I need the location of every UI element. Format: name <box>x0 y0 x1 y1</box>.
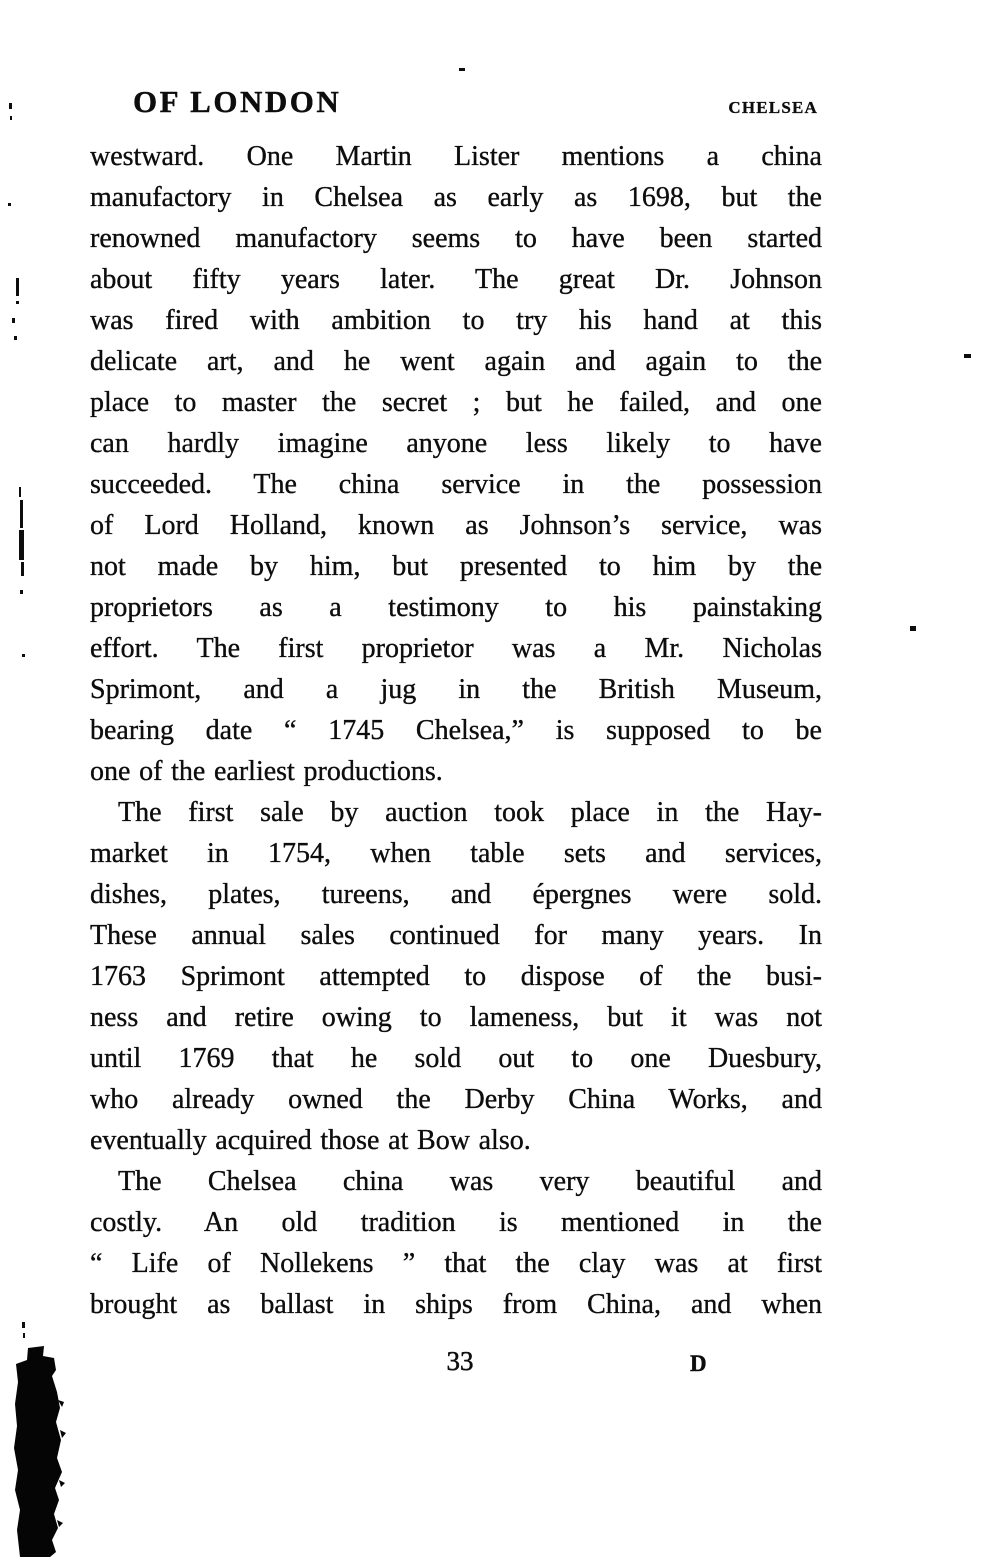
text-line: costly. An old tradition is mentioned in the <box>90 1207 822 1238</box>
text-line: The Chelsea china was very beautiful and <box>118 1166 822 1197</box>
ink-speck <box>459 68 465 71</box>
text-line: manufactory in Chelsea as early as 1698, but the <box>90 182 822 213</box>
page-number: 33 <box>446 1346 474 1376</box>
text-line: Sprimont, and a jug in the British Museum, <box>90 674 822 705</box>
text-line: delicate art, and he went again and again to the <box>90 346 822 377</box>
ink-speck <box>12 318 15 323</box>
ink-speck <box>19 487 21 497</box>
text-line: market in 1754, when table sets and services, <box>90 838 822 869</box>
text-line: about fifty years later. The great Dr. Johnson <box>90 264 822 295</box>
text-line: dishes, plates, tureens, and épergnes were sold. <box>90 879 822 910</box>
text-line: can hardly imagine anyone less likely to have <box>90 428 822 459</box>
running-head: CHELSEA <box>728 98 818 117</box>
text-block <box>90 136 822 1325</box>
ink-speck <box>22 654 25 657</box>
text-line: succeeded. The china service in the possession <box>90 469 822 500</box>
ink-speck <box>20 590 23 594</box>
ink-speck <box>9 103 12 109</box>
text-line: place to master the secret ; but he failed, and one <box>90 387 822 418</box>
text-line: one of the earliest productions. <box>90 756 443 787</box>
ink-speck <box>16 278 19 296</box>
text-line: was fired with ambition to try his hand at this <box>90 305 822 336</box>
ink-speck <box>14 336 17 340</box>
ink-speck <box>910 626 916 631</box>
text-line: ness and retire owing to lameness, but it was not <box>90 1002 822 1033</box>
text-line: of Lord Holland, known as Johnson’s service, was <box>90 510 822 541</box>
text-line: not made by him, but presented to him by the <box>90 551 822 582</box>
text-line: proprietors as a testimony to his painstaking <box>90 592 822 623</box>
text-line: eventually acquired those at Bow also. <box>90 1125 531 1156</box>
ink-speck <box>964 354 971 358</box>
text-line: until 1769 that he sold out to one Duesbury, <box>90 1043 822 1074</box>
text-line: bearing date “ 1745 Chelsea,” is supposed to be <box>90 715 822 746</box>
ink-speck <box>10 116 12 120</box>
ink-speck <box>8 203 11 206</box>
ink-speck <box>19 530 24 560</box>
text-line: renowned manufactory seems to have been started <box>90 223 822 254</box>
text-line: “ Life of Nollekens ” that the clay was at first <box>90 1248 822 1279</box>
text-line: brought as ballast in ships from China, and when <box>90 1289 822 1320</box>
text-line: westward. One Martin Lister mentions a china <box>90 141 822 172</box>
ink-smudge <box>0 1330 90 1568</box>
signature-mark: D <box>690 1351 707 1376</box>
page-title: OF LONDON <box>133 84 342 119</box>
text-line: 1763 Sprimont attempted to dispose of the busi- <box>90 961 822 992</box>
text-line: effort. The first proprietor was a Mr. Nicholas <box>90 633 822 664</box>
ink-speck <box>22 1322 25 1328</box>
text-line: who already owned the Derby China Works, and <box>90 1084 822 1115</box>
ink-speck <box>20 500 23 528</box>
ink-speck <box>21 562 24 576</box>
text-line: These annual sales continued for many years. In <box>90 920 822 951</box>
ink-speck <box>16 301 19 304</box>
text-line: The first sale by auction took place in the Hay- <box>118 797 822 828</box>
